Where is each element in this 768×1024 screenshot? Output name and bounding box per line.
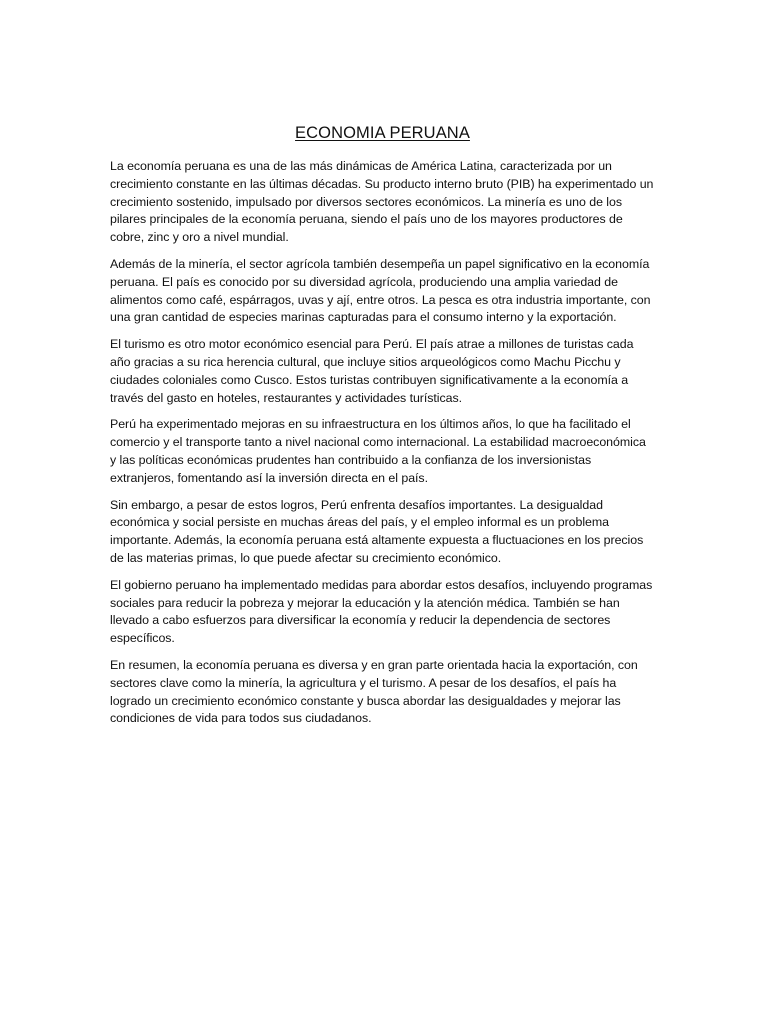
document-title: ECONOMIA PERUANA [295,124,470,142]
paragraph-3: El turismo es otro motor económico esencial para Perú. El país atrae a millones de turistas cada año gracias a su rica herencia cultural, que incluye sitios arqueológicos como Machu Picchu y ciudades coloniales como Cusco. Estos turistas contribuyen significativamente a la economía a través del gasto en hoteles, restaurantes y actividades turísticas. [110,337,634,405]
document-body [110,122,655,737]
paragraph-4: Perú ha experimentado mejoras en su infraestructura en los últimos años, lo que ha facilitado el comercio y el transporte tanto a nivel nacional como internacional. La estabilidad macroeconómica y las políticas económicas prudentes han contribuido a la confianza de los inversionistas extranjeros, fomentando así la inversión directa en el país. [110,417,646,485]
paragraph-1: La economía peruana es una de las más dinámicas de América Latina, caracterizada por un crecimiento constante en las últimas décadas. Su producto interno bruto (PIB) ha experimentado un crecimiento sostenido, impulsado por diversos sectores económicos. La minería es uno de los pilares principales de la economía peruana, siendo el país uno de los mayores productores de cobre, zinc y oro a nivel mundial. [110,159,654,245]
paragraph-2: Además de la minería, el sector agrícola también desempeña un papel significativo en la economía peruana. El país es conocido por su diversidad agrícola, produciendo una amplia variedad de alimentos como café, espárragos, uvas y ají, entre otros. La pesca es otra industria importante, con una gran cantidad de especies marinas capturadas para el consumo interno y la exportación. [110,256,651,325]
paragraph-5: Sin embargo, a pesar de estos logros, Perú enfrenta desafíos importantes. La desigualdad económica y social persiste en muchas áreas del país, y el empleo informal es un problema importante. Además, la economía peruana está altamente expuesta a fluctuaciones en los precios de las materias primas, lo que puede afectar su crecimiento económico. [110,497,644,565]
paragraph-7: En resumen, la economía peruana es diversa y en gran parte orientada hacia la exportación, con sectores clave como la minería, la agricultura y el turismo. A pesar de los desafíos, el país ha logrado un crecimiento económico constante y busca abordar las desigualdades y mejorar las condiciones de vida para todos sus ciudadanos. [110,657,638,726]
paragraph-6: El gobierno peruano ha implementado medidas para abordar estos desafíos, incluyendo programas sociales para reducir la pobreza y mejorar la educación y la atención médica. También se han llevado a cabo esfuerzos para diversificar la economía y reducir la dependencia de sectores específicos. [110,577,653,646]
